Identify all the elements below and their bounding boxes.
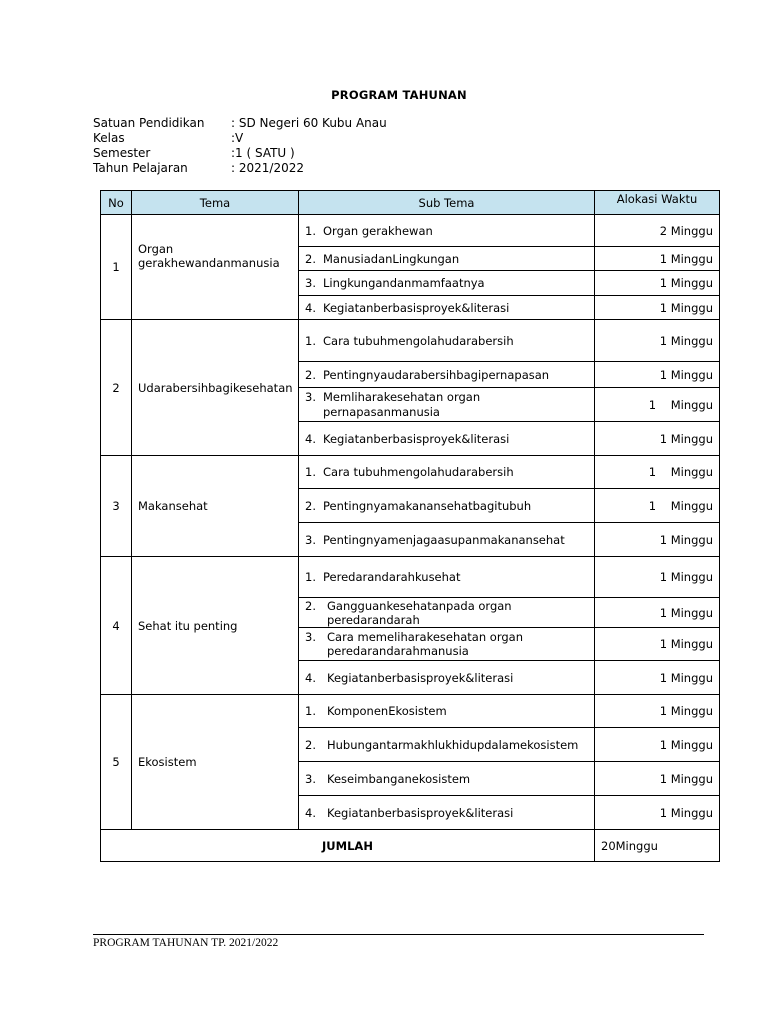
sub-text: Lingkungandanmamfaatnya [323,276,485,290]
sub-tema-cell [299,762,595,796]
alokasi-cell: 1 Minggu [595,489,720,523]
sub-text: Pentingnyamenjagaasupanmakanansehat [323,532,565,547]
alokasi-cell: 1 Minggu [595,762,720,796]
jumlah-value: 20Minggu [595,830,720,862]
info-row-semester [93,146,387,161]
alokasi-cell: 1 Minggu [595,557,720,598]
alokasi-cell: 1 Minggu [595,598,720,628]
header-tema: Tema [132,191,299,215]
header-no: No [101,191,132,215]
row-number: 1 [101,215,132,320]
sub-num: 2. [305,251,316,266]
total-row [101,830,720,862]
sub-num: 1. [305,223,316,238]
sub-num: 4. [305,805,316,820]
sub-tema-cell [299,271,595,296]
sub-text: Cara tubuhmengolahudarabersih [323,465,514,479]
info-block [93,116,387,176]
sub-num: 2. [305,598,316,613]
alokasi-cell: 1 Minggu [595,320,720,362]
info-row-kelas [93,131,387,146]
table-header-row [101,191,720,215]
sub-num: 2. [305,367,316,382]
info-value: :1 ( SATU ) [231,146,295,160]
sub-text: Pentingnyaudarabersihbagipernapasan [323,367,550,382]
sub-tema-cell [299,456,595,489]
info-label: Semester [93,146,151,160]
sub-text: Pentingnyamakanansehatbagitubuh [323,498,532,513]
alokasi-cell: 2 Minggu [595,215,720,247]
sub-text: Cara tubuhmengolahudarabersih [323,333,514,348]
tema-text: Organ gerakhewandanmanusia [138,242,280,270]
alokasi-cell: 1 Minggu [595,247,720,271]
alokasi-cell: 1 Minggu [595,456,720,489]
tema-cell: Makansehat [132,456,299,557]
sub-num: 3. [305,389,316,404]
tema-cell: Sehat itu penting [132,557,299,695]
alokasi-cell: 1 Minggu [595,296,720,320]
sub-tema-cell [299,557,595,598]
sub-num: 4. [305,670,316,685]
header-sub-tema: Sub Tema [299,191,595,215]
table-row [101,215,720,247]
alokasi-cell: 1 Minggu [595,271,720,296]
sub-tema-cell [299,695,595,728]
sub-tema-cell [299,422,595,456]
sub-tema-cell [299,362,595,388]
sub-num: 3. [305,276,316,290]
table-row [101,695,720,728]
sub-tema-cell [299,523,595,557]
alokasi-cell: 1 Minggu [595,796,720,830]
sub-num: 4. [305,300,316,315]
sub-tema-cell [299,296,595,320]
alokasi-cell: 1 Minggu [595,695,720,728]
sub-num: 1. [305,465,316,479]
tema-cell: Ekosistem [132,695,299,830]
alokasi-cell: 1 Minggu [595,628,720,661]
sub-tema-cell [299,728,595,762]
sub-num: 4. [305,431,316,446]
row-number: 3 [101,456,132,557]
sub-text: Cara memeliharakesehatan organ peredarandarahmanusia [327,630,523,658]
table-row [101,320,720,362]
page-title: PROGRAM TAHUNAN [331,88,467,102]
row-number: 4 [101,557,132,695]
sub-tema-cell [299,320,595,362]
sub-tema-cell [299,628,595,661]
jumlah-label: JUMLAH [101,830,595,862]
sub-text: Kegiatanberbasisproyek&literasi [327,670,514,685]
sub-tema-cell [299,489,595,523]
sub-text: Keseimbanganekosistem [327,771,471,786]
sub-num: 1. [305,333,316,348]
row-number: 2 [101,320,132,456]
sub-tema-cell [299,215,595,247]
info-label: Kelas [93,131,125,145]
sub-tema-cell [299,796,595,830]
alokasi-cell: 1 Minggu [595,422,720,456]
program-table [100,190,720,862]
sub-num: 3. [305,771,316,786]
table-row [101,456,720,489]
info-row-tahun [93,161,387,176]
sub-num: 1. [305,570,316,584]
info-value: : SD Negeri 60 Kubu Anau [231,116,387,130]
sub-text: Kegiatanberbasisproyek&literasi [323,431,510,446]
alokasi-cell: 1 Minggu [595,523,720,557]
sub-text: Memliharakesehatan organ pernapasanmanusia [323,389,481,419]
sub-text: Kegiatanberbasisproyek&literasi [327,805,514,820]
alokasi-cell: 1 Minggu [595,661,720,695]
sub-text: ManusiadanLingkungan [323,251,460,266]
sub-tema-cell [299,598,595,628]
sub-text: Kegiatanberbasisproyek&literasi [323,300,510,315]
row-number: 5 [101,695,132,830]
sub-text: Peredarandarahkusehat [323,570,461,584]
info-label: Satuan Pendidikan [93,116,205,130]
page-footer: PROGRAM TAHUNAN TP. 2021/2022 [93,937,279,949]
sub-num: 3. [305,532,316,547]
tema-cell [132,215,299,320]
info-value: : 2021/2022 [231,161,304,175]
footer-divider [93,934,704,935]
sub-num: 2. [305,498,316,513]
alokasi-cell: 1 Minggu [595,728,720,762]
table-row [101,557,720,598]
sub-tema-cell [299,247,595,271]
sub-text: KomponenEkosistem [327,704,447,718]
info-row-satuan [93,116,387,131]
tema-cell: Udarabersihbagikesehatan [132,320,299,456]
info-label: Tahun Pelajaran [93,161,188,175]
info-value: :V [231,131,244,145]
sub-tema-cell [299,661,595,695]
sub-text: Organ gerakhewan [323,223,433,238]
sub-text: Gangguankesehatanpada organ peredarandarah [327,598,512,627]
sub-num: 2. [305,737,316,752]
sub-tema-cell [299,388,595,422]
sub-text: Hubungantarmakhlukhidupdalamekosistem [327,737,579,752]
sub-num: 1. [305,704,316,718]
sub-num: 3. [305,630,316,644]
alokasi-cell: 1 Minggu [595,362,720,388]
alokasi-cell: 1 Minggu [595,388,720,422]
header-alokasi: Alokasi Waktu [595,191,720,215]
